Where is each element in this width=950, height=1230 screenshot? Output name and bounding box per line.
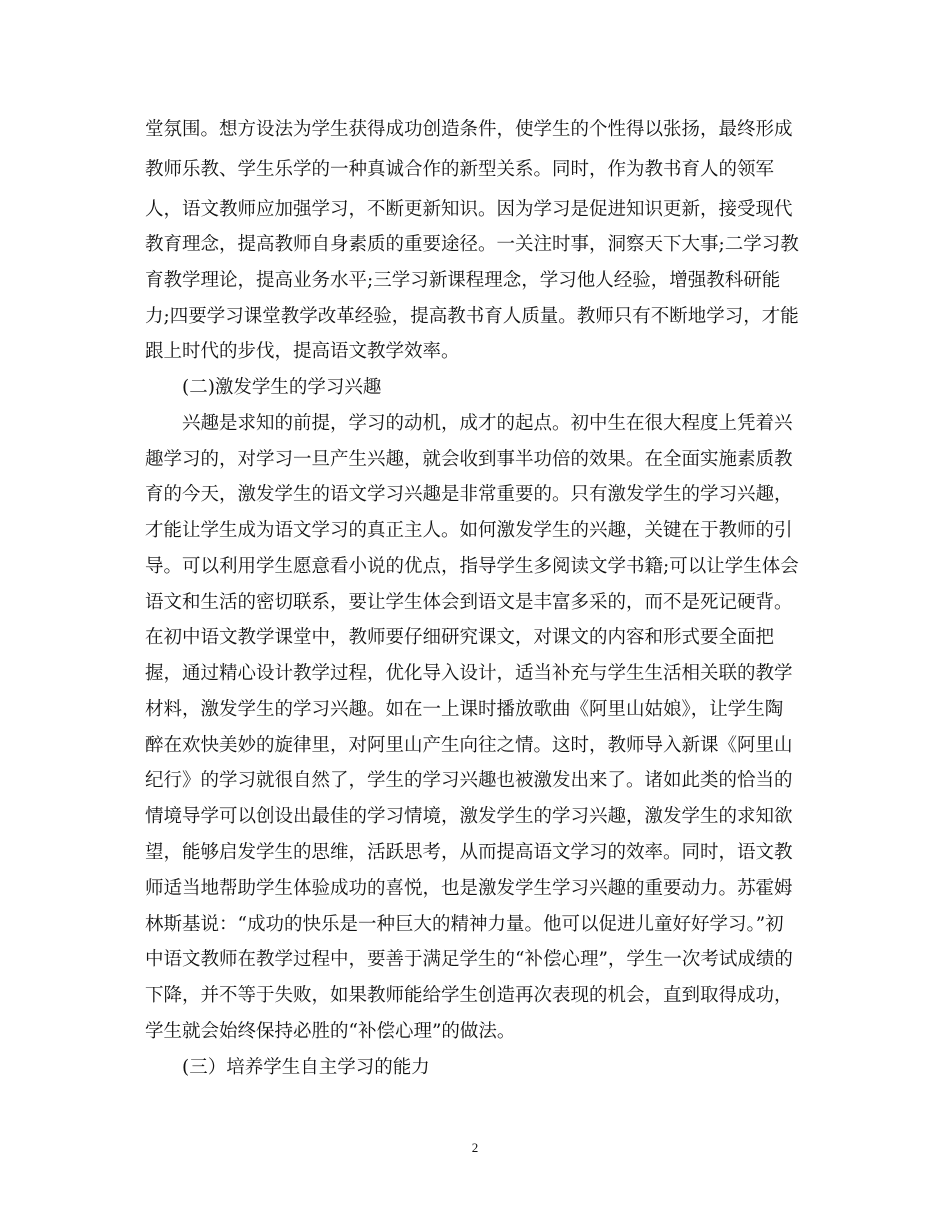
body-text-line: 人，语文教师应加强学习，不断更新知识。因为学习是促进知识更新，接受现代 <box>145 199 793 220</box>
body-text-line: 教师乐教、学生乐学的一种真诚合作的新型关系。同时，作为教书育人的领军 <box>145 159 775 180</box>
body-text-line: 力;四要学习课堂教学改革经验，提高教书育人质量。教师只有不断地学习，才能 <box>145 306 799 327</box>
body-text-line: 下降，并不等于失败，如果教师能给学生创造再次表现的机会，直到取得成功， <box>145 985 793 1006</box>
body-text-line: 学生就会始终保持必胜的“补偿心理”的做法。 <box>145 1021 516 1042</box>
body-text-line: 师适当地帮助学生体验成功的喜悦，也是激发学生学习兴趣的重要动力。苏霍姆 <box>145 878 793 899</box>
body-text-line: 才能让学生成为语文学习的真正主人。如何激发学生的兴趣，关键在于教师的引 <box>145 520 793 541</box>
section-heading: (二)激发学生的学习兴趣 <box>182 377 382 398</box>
body-text-line: 堂氛围。想方设法为学生获得成功创造条件，使学生的个性得以张扬，最终形成 <box>145 119 793 140</box>
body-text-line: 纪行》的学习就很自然了，学生的学习兴趣也被激发出来了。诸如此类的恰当的 <box>145 770 793 791</box>
body-text-line: 望，能够启发学生的思维，活跃思考，从而提高语文学习的效率。同时，语文教 <box>145 842 793 863</box>
body-text-line: 兴趣是求知的前提，学习的动机，成才的起点。初中生在很大程度上凭着兴 <box>182 413 793 434</box>
body-text-line: 醉在欢快美妙的旋律里，对阿里山产生向往之情。这时，教师导入新课《阿里山 <box>145 735 793 756</box>
body-text-line: 在初中语文教学课堂中，教师要仔细研究课文，对课文的内容和形式要全面把 <box>145 627 775 648</box>
body-text-line: 育的今天，激发学生的语文学习兴趣是非常重要的。只有激发学生的学习兴趣， <box>145 484 793 505</box>
body-text-line: 导。可以利用学生愿意看小说的优点，指导学生多阅读文学书籍;可以让学生体会 <box>145 556 799 577</box>
body-text-line: 趣学习的，对学习一旦产生兴趣，就会收到事半功倍的效果。在全面实施素质教 <box>145 449 793 470</box>
page-number: 2 <box>471 1140 479 1155</box>
body-text-line: 语文和生活的密切联系，要让学生体会到语文是丰富多采的，而不是死记硬背。 <box>145 592 793 613</box>
body-text-line: 情境导学可以创设出最佳的学习情境，激发学生的学习兴趣，激发学生的求知欲 <box>145 806 793 827</box>
body-text-line: 育教学理论，提高业务水平;三学习新课程理念，学习他人经验，增强教科研能 <box>145 270 781 291</box>
body-text-line: 跟上时代的步伐，提高语文教学效率。 <box>145 341 460 362</box>
body-text-line: 林斯基说：“成功的快乐是一种巨大的精神力量。他可以促进儿童好好学习。”初 <box>145 914 784 935</box>
body-text-line: 材料，激发学生的学习兴趣。如在一上课时播放歌曲《阿里山姑娘》，让学生陶 <box>145 699 784 720</box>
body-text-line: 教育理念，提高教师自身素质的重要途径。一关注时事，洞察天下大事;二学习教 <box>145 234 799 255</box>
body-text-line: 握，通过精心设计教学过程，优化导入设计，适当补充与学生生活相关联的教学 <box>145 663 793 684</box>
body-text-line: 中语文教师在教学过程中，要善于满足学生的“补偿心理”，学生一次考试成绩的 <box>145 949 793 970</box>
section-heading: (三）培养学生自主学习的能力 <box>182 1057 430 1078</box>
